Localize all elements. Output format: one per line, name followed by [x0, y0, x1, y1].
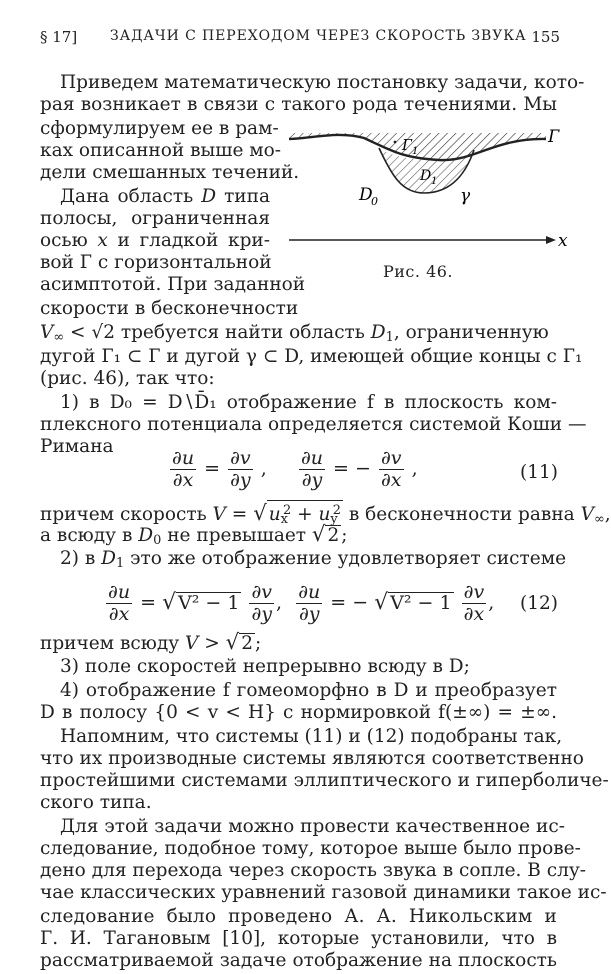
text-line: Для этой задачи можно провести качественное ис-: [60, 816, 565, 837]
figure-caption: Рис. 46.: [383, 262, 454, 281]
label-d1-sub: 1: [431, 176, 438, 187]
text-line: причем всюду V > √ 2 ;: [40, 630, 262, 655]
x-axis-arrow: [546, 236, 556, 244]
label-d0-sub: 0: [371, 195, 378, 208]
text-line: следование было проведено А. А. Никольским и: [40, 906, 557, 927]
text-line: рая возникает в связи с такого рода течениями. Мы: [40, 94, 557, 115]
text-line: осью x и гладкой кри-: [40, 230, 270, 251]
label-x-axis: x: [558, 231, 568, 251]
text-line: чае классических уравнений газовой динамики такое ис-: [40, 882, 607, 903]
label-d1: D: [420, 168, 432, 184]
label-gamma-small: γ: [460, 186, 471, 206]
figure-46: [284, 118, 574, 263]
text-line: причем скорость V = √ $u_x^2 + u_y^2$ в бесконечности равна $V_\infty$,: [40, 500, 557, 531]
text-line: D в полосу {0 < v < H} с нормировкой f(±∞) = ±∞.: [40, 702, 557, 723]
text-line: Напомним, что системы (11) и (12) подобраны так,: [60, 726, 563, 747]
text-line: Г. И. Тагановым [10], которые установили, что в: [40, 928, 557, 949]
text-line: вой Г с горизонтальной: [40, 252, 272, 273]
text-line: Дана область D типа: [60, 186, 270, 207]
text-line: 2) в $D_1$ это же отображение удовлетворяет системе: [60, 548, 567, 572]
text-line: 1) в D₀ = D∖D̄₁ отображение f в плоскость ком-: [60, 392, 557, 413]
text-line: рассматриваемой задаче отображение на плоскость: [40, 950, 557, 971]
label-gamma-big: Г: [548, 127, 560, 147]
equation-11: $\frac{\partial u}{\partial x}$ = $\frac{\partial v}{\partial y}$ , $\frac{\partial u}{\partial y}$ = − $\frac{\partial v}{\partial x}$ ,: [172, 447, 418, 491]
text-line: простейшими системами эллиптического и гиперболиче-: [40, 770, 609, 791]
label-d0: D: [359, 185, 373, 205]
text-line: полосы, ограниченная: [40, 208, 270, 229]
page-number: 155: [531, 28, 560, 46]
text-line: следование, подобное тому, которое выше было прове-: [40, 838, 581, 859]
running-header: [40, 28, 560, 50]
text-line: Римана: [40, 436, 114, 457]
label-gamma1-sub: 1: [412, 146, 419, 157]
text-line: дено для перехода через скорость звука в сопле. В слу-: [40, 860, 587, 881]
text-line: скорости в бесконечности: [40, 298, 299, 319]
text-line: $V_\infty < √2$ требуется найти область $D_1$, ограниченную: [40, 322, 549, 346]
text-line: дугой Г₁ ⊂ Г и дугой γ ⊂ D, имеющей общие концы с Г₁: [40, 346, 583, 367]
text-line: асимптотой. При заданной: [40, 274, 306, 295]
text-line: ского типа.: [40, 792, 152, 813]
text-line: Приведем математическую постановку задачи, кото-: [60, 72, 585, 93]
equation-number-11: (11): [520, 462, 558, 483]
equation-12: $\frac{\partial u}{\partial x}$ = √ V² − 1 $\frac{\partial v}{\partial y}$ , $\frac{\partial u}{\partial y}$ = − √ V² − 1 $\frac{\partial v}{\partial x}$ ,: [108, 581, 495, 625]
text-line: а всюду в $D_0$ не превышает √ 2 ;: [40, 522, 348, 549]
text-line: (рис. 46), так что:: [40, 368, 215, 389]
header-title: ЗАДАЧИ С ПЕРЕХОДОМ ЧЕРЕЗ СКОРОСТЬ ЗВУКА: [110, 28, 527, 44]
text-line: ках описанной выше мо-: [40, 140, 282, 161]
text-line: плексного потенциала определяется системой Коши —: [40, 414, 587, 435]
text-line: 4) отображение f гомеоморфно в D и преобразует: [60, 680, 557, 701]
section-number: § 17]: [40, 28, 78, 46]
text-line: 3) поле скоростей непрерывно всюду в D;: [60, 656, 470, 677]
equation-number-12: (12): [520, 593, 558, 614]
text-line: что их производные системы являются соответственно: [40, 748, 584, 769]
text-line: дели смешанных течений.: [40, 162, 300, 183]
text-line: сформулируем ее в рам-: [40, 118, 279, 139]
label-gamma1: Г: [402, 136, 412, 154]
